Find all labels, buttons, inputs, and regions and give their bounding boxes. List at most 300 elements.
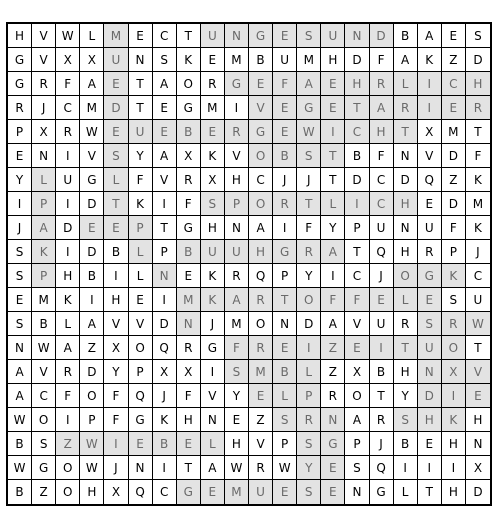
- grid-cell[interactable]: W: [80, 456, 104, 480]
- grid-cell[interactable]: L: [273, 384, 297, 408]
- grid-cell[interactable]: D: [473, 485, 483, 499]
- grid-cell[interactable]: H: [394, 240, 418, 264]
- grid-cell[interactable]: I: [153, 192, 177, 216]
- grid-cell[interactable]: I: [225, 96, 249, 120]
- grid-cell[interactable]: M: [249, 360, 273, 384]
- grid-cell[interactable]: W: [297, 120, 321, 144]
- grid-cell[interactable]: H: [394, 360, 418, 384]
- grid-cell[interactable]: A: [418, 24, 442, 48]
- grid-cell[interactable]: C: [345, 264, 369, 288]
- grid-cell[interactable]: I: [370, 336, 394, 360]
- grid-cell[interactable]: R: [466, 96, 490, 120]
- grid-cell[interactable]: R: [201, 72, 225, 96]
- grid-cell[interactable]: N: [345, 480, 369, 504]
- grid-cell[interactable]: M: [297, 48, 321, 72]
- grid-cell[interactable]: B: [273, 360, 297, 384]
- grid-cell[interactable]: N: [225, 24, 249, 48]
- grid-cell[interactable]: D: [104, 96, 128, 120]
- grid-cell[interactable]: E: [249, 384, 273, 408]
- grid-cell[interactable]: S: [297, 24, 321, 48]
- grid-cell[interactable]: H: [394, 192, 418, 216]
- grid-cell[interactable]: J: [370, 264, 394, 288]
- grid-cell[interactable]: F: [466, 144, 490, 168]
- grid-cell[interactable]: I: [153, 288, 177, 312]
- grid-cell[interactable]: F: [129, 168, 153, 192]
- grid-cell[interactable]: D: [80, 192, 104, 216]
- grid-cell[interactable]: U: [273, 48, 297, 72]
- grid-cell[interactable]: Z: [442, 48, 466, 72]
- grid-cell[interactable]: H: [370, 120, 394, 144]
- grid-cell[interactable]: E: [273, 336, 297, 360]
- grid-cell[interactable]: V: [249, 96, 273, 120]
- grid-cell[interactable]: C: [153, 480, 177, 504]
- grid-cell[interactable]: N: [273, 312, 297, 336]
- grid-cell[interactable]: C: [466, 264, 490, 288]
- grid-cell[interactable]: E: [370, 288, 394, 312]
- grid-cell[interactable]: N: [32, 144, 56, 168]
- grid-cell[interactable]: R: [177, 168, 201, 192]
- grid-cell[interactable]: Y: [297, 456, 321, 480]
- grid-cell[interactable]: Y: [394, 384, 418, 408]
- grid-cell[interactable]: U: [129, 120, 153, 144]
- grid-cell[interactable]: B: [32, 312, 56, 336]
- grid-cell[interactable]: P: [442, 240, 466, 264]
- grid-cell[interactable]: D: [394, 168, 418, 192]
- grid-cell[interactable]: B: [394, 24, 418, 48]
- grid-cell[interactable]: O: [297, 288, 321, 312]
- grid-cell[interactable]: M: [466, 192, 490, 216]
- grid-cell[interactable]: D: [153, 312, 177, 336]
- grid-cell[interactable]: G: [177, 480, 201, 504]
- grid-cell[interactable]: E: [442, 96, 466, 120]
- grid-cell[interactable]: J: [104, 456, 128, 480]
- grid-cell[interactable]: E: [273, 120, 297, 144]
- grid-cell[interactable]: D: [466, 48, 490, 72]
- grid-cell[interactable]: A: [32, 216, 56, 240]
- grid-cell[interactable]: R: [225, 264, 249, 288]
- grid-cell[interactable]: R: [442, 312, 466, 336]
- grid-cell[interactable]: H: [177, 408, 201, 432]
- grid-cell[interactable]: O: [442, 336, 466, 360]
- grid-cell[interactable]: E: [104, 72, 128, 96]
- grid-cell[interactable]: U: [225, 240, 249, 264]
- grid-cell[interactable]: T: [466, 120, 490, 144]
- grid-cell[interactable]: A: [80, 72, 104, 96]
- grid-cell[interactable]: Z: [56, 432, 80, 456]
- grid-cell[interactable]: X: [177, 360, 201, 384]
- grid-cell[interactable]: O: [249, 144, 273, 168]
- grid-cell[interactable]: S: [345, 456, 369, 480]
- grid-cell[interactable]: R: [370, 72, 394, 96]
- grid-cell[interactable]: N: [345, 24, 369, 48]
- grid-cell[interactable]: E: [129, 24, 153, 48]
- grid-cell[interactable]: K: [177, 48, 201, 72]
- grid-cell[interactable]: O: [56, 480, 80, 504]
- grid-cell[interactable]: B: [153, 432, 177, 456]
- grid-cell[interactable]: F: [225, 336, 249, 360]
- grid-cell[interactable]: K: [201, 144, 225, 168]
- grid-cell[interactable]: X: [442, 360, 466, 384]
- grid-cell[interactable]: K: [201, 264, 225, 288]
- grid-cell[interactable]: T: [273, 288, 297, 312]
- grid-cell[interactable]: T: [394, 120, 418, 144]
- grid-cell[interactable]: Y: [321, 216, 345, 240]
- grid-cell[interactable]: I: [56, 192, 80, 216]
- grid-cell[interactable]: E: [177, 264, 201, 288]
- grid-cell[interactable]: Q: [418, 168, 442, 192]
- grid-cell[interactable]: C: [370, 192, 394, 216]
- grid-cell[interactable]: J: [153, 384, 177, 408]
- grid-cell[interactable]: R: [297, 240, 321, 264]
- grid-cell[interactable]: P: [297, 384, 321, 408]
- grid-cell[interactable]: V: [225, 144, 249, 168]
- grid-cell[interactable]: D: [370, 24, 394, 48]
- grid-cell[interactable]: Y: [104, 360, 128, 384]
- grid-cell[interactable]: G: [249, 24, 273, 48]
- grid-cell[interactable]: Z: [249, 408, 273, 432]
- grid-cell[interactable]: M: [225, 480, 249, 504]
- grid-cell[interactable]: G: [177, 216, 201, 240]
- grid-cell[interactable]: X: [466, 456, 490, 480]
- grid-cell[interactable]: U: [249, 480, 273, 504]
- grid-cell[interactable]: E: [321, 96, 345, 120]
- grid-cell[interactable]: S: [225, 360, 249, 384]
- grid-cell[interactable]: S: [297, 144, 321, 168]
- grid-cell[interactable]: E: [153, 96, 177, 120]
- grid-cell[interactable]: C: [442, 72, 466, 96]
- grid-cell[interactable]: G: [225, 72, 249, 96]
- grid-cell[interactable]: E: [345, 336, 369, 360]
- grid-cell[interactable]: B: [104, 240, 128, 264]
- grid-cell[interactable]: H: [345, 72, 369, 96]
- grid-cell[interactable]: W: [80, 432, 104, 456]
- grid-cell[interactable]: I: [8, 192, 32, 216]
- grid-cell[interactable]: H: [418, 408, 442, 432]
- grid-cell[interactable]: T: [418, 480, 442, 504]
- grid-cell[interactable]: P: [153, 240, 177, 264]
- grid-cell[interactable]: Y: [8, 168, 32, 192]
- grid-cell[interactable]: S: [418, 312, 442, 336]
- grid-cell[interactable]: U: [321, 24, 345, 48]
- grid-cell[interactable]: L: [129, 240, 153, 264]
- grid-cell[interactable]: H: [249, 240, 273, 264]
- grid-cell[interactable]: B: [177, 120, 201, 144]
- grid-cell[interactable]: H: [225, 168, 249, 192]
- grid-cell[interactable]: F: [177, 384, 201, 408]
- grid-cell[interactable]: U: [418, 216, 442, 240]
- grid-cell[interactable]: E: [273, 24, 297, 48]
- grid-cell[interactable]: T: [466, 336, 490, 360]
- grid-cell[interactable]: V: [345, 312, 369, 336]
- grid-cell[interactable]: V: [418, 144, 442, 168]
- grid-cell[interactable]: P: [345, 432, 369, 456]
- grid-cell[interactable]: E: [80, 216, 104, 240]
- grid-cell[interactable]: P: [32, 192, 56, 216]
- grid-cell[interactable]: N: [8, 336, 32, 360]
- grid-cell[interactable]: L: [394, 480, 418, 504]
- grid-cell[interactable]: U: [201, 24, 225, 48]
- grid-cell[interactable]: A: [8, 360, 32, 384]
- grid-cell[interactable]: C: [345, 120, 369, 144]
- grid-cell[interactable]: Q: [129, 384, 153, 408]
- grid-cell[interactable]: L: [104, 168, 128, 192]
- grid-cell[interactable]: S: [153, 48, 177, 72]
- grid-cell[interactable]: Q: [249, 264, 273, 288]
- grid-cell[interactable]: A: [153, 72, 177, 96]
- grid-cell[interactable]: H: [56, 264, 80, 288]
- grid-cell[interactable]: H: [321, 48, 345, 72]
- grid-cell[interactable]: I: [201, 360, 225, 384]
- grid-cell[interactable]: M: [225, 312, 249, 336]
- grid-cell[interactable]: F: [56, 384, 80, 408]
- grid-cell[interactable]: T: [129, 96, 153, 120]
- grid-cell[interactable]: J: [32, 96, 56, 120]
- grid-cell[interactable]: H: [225, 432, 249, 456]
- grid-cell[interactable]: K: [442, 264, 466, 288]
- grid-cell[interactable]: H: [442, 480, 466, 504]
- grid-cell[interactable]: M: [32, 288, 56, 312]
- grid-cell[interactable]: N: [129, 456, 153, 480]
- grid-cell[interactable]: U: [201, 240, 225, 264]
- grid-cell[interactable]: B: [8, 432, 32, 456]
- grid-cell[interactable]: N: [129, 48, 153, 72]
- grid-cell[interactable]: P: [80, 408, 104, 432]
- grid-cell[interactable]: J: [8, 216, 32, 240]
- grid-cell[interactable]: K: [129, 192, 153, 216]
- grid-cell[interactable]: K: [56, 288, 80, 312]
- grid-cell[interactable]: I: [56, 144, 80, 168]
- grid-cell[interactable]: P: [32, 264, 56, 288]
- grid-cell[interactable]: N: [394, 216, 418, 240]
- grid-cell[interactable]: R: [8, 96, 32, 120]
- grid-cell[interactable]: I: [442, 456, 466, 480]
- grid-cell[interactable]: R: [394, 96, 418, 120]
- grid-cell[interactable]: X: [32, 120, 56, 144]
- grid-cell[interactable]: B: [8, 480, 32, 504]
- grid-cell[interactable]: R: [394, 312, 418, 336]
- grid-cell[interactable]: X: [104, 336, 128, 360]
- grid-cell[interactable]: K: [201, 288, 225, 312]
- grid-cell[interactable]: T: [394, 336, 418, 360]
- grid-cell[interactable]: R: [249, 336, 273, 360]
- grid-cell[interactable]: Z: [321, 360, 345, 384]
- grid-cell[interactable]: E: [129, 288, 153, 312]
- grid-cell[interactable]: C: [56, 96, 80, 120]
- grid-cell[interactable]: S: [273, 408, 297, 432]
- grid-cell[interactable]: B: [80, 264, 104, 288]
- grid-cell[interactable]: G: [273, 240, 297, 264]
- grid-cell[interactable]: E: [104, 216, 128, 240]
- grid-cell[interactable]: E: [201, 120, 225, 144]
- grid-cell[interactable]: E: [177, 432, 201, 456]
- grid-cell[interactable]: D: [80, 360, 104, 384]
- grid-cell[interactable]: R: [177, 336, 201, 360]
- grid-cell[interactable]: P: [345, 216, 369, 240]
- grid-cell[interactable]: G: [8, 72, 32, 96]
- grid-cell[interactable]: G: [370, 480, 394, 504]
- grid-cell[interactable]: F: [442, 216, 466, 240]
- grid-cell[interactable]: V: [153, 168, 177, 192]
- grid-cell[interactable]: R: [418, 240, 442, 264]
- grid-cell[interactable]: X: [201, 168, 225, 192]
- grid-cell[interactable]: E: [273, 96, 297, 120]
- grid-cell[interactable]: T: [370, 384, 394, 408]
- grid-cell[interactable]: E: [249, 72, 273, 96]
- grid-cell[interactable]: B: [249, 48, 273, 72]
- grid-cell[interactable]: A: [297, 72, 321, 96]
- grid-cell[interactable]: Q: [370, 240, 394, 264]
- grid-cell[interactable]: L: [394, 288, 418, 312]
- grid-cell[interactable]: C: [153, 24, 177, 48]
- grid-cell[interactable]: F: [273, 72, 297, 96]
- grid-cell[interactable]: M: [177, 288, 201, 312]
- grid-cell[interactable]: A: [8, 384, 32, 408]
- grid-cell[interactable]: N: [201, 408, 225, 432]
- grid-cell[interactable]: T: [129, 72, 153, 96]
- grid-cell[interactable]: F: [177, 192, 201, 216]
- grid-cell[interactable]: S: [297, 480, 321, 504]
- grid-cell[interactable]: D: [442, 144, 466, 168]
- grid-cell[interactable]: E: [418, 192, 442, 216]
- grid-cell[interactable]: U: [56, 168, 80, 192]
- grid-cell[interactable]: H: [104, 288, 128, 312]
- grid-cell[interactable]: K: [442, 408, 466, 432]
- grid-cell[interactable]: G: [321, 432, 345, 456]
- grid-cell[interactable]: I: [153, 456, 177, 480]
- grid-cell[interactable]: W: [273, 456, 297, 480]
- grid-cell[interactable]: F: [370, 144, 394, 168]
- grid-cell[interactable]: Z: [442, 168, 466, 192]
- grid-cell[interactable]: M: [225, 48, 249, 72]
- grid-cell[interactable]: E: [129, 432, 153, 456]
- grid-cell[interactable]: E: [153, 120, 177, 144]
- grid-cell[interactable]: B: [394, 432, 418, 456]
- grid-cell[interactable]: W: [56, 24, 80, 48]
- grid-cell[interactable]: C: [249, 168, 273, 192]
- grid-cell[interactable]: N: [177, 312, 201, 336]
- grid-cell[interactable]: J: [273, 168, 297, 192]
- grid-cell[interactable]: O: [394, 264, 418, 288]
- grid-cell[interactable]: Q: [129, 480, 153, 504]
- grid-cell[interactable]: S: [442, 288, 466, 312]
- grid-cell[interactable]: A: [153, 144, 177, 168]
- grid-cell[interactable]: F: [297, 216, 321, 240]
- grid-cell[interactable]: T: [297, 192, 321, 216]
- grid-cell[interactable]: I: [418, 96, 442, 120]
- grid-cell[interactable]: X: [153, 360, 177, 384]
- grid-cell[interactable]: D: [80, 240, 104, 264]
- grid-cell[interactable]: V: [201, 384, 225, 408]
- grid-cell[interactable]: R: [321, 384, 345, 408]
- grid-cell[interactable]: X: [80, 48, 104, 72]
- grid-cell[interactable]: D: [418, 384, 442, 408]
- grid-cell[interactable]: V: [32, 360, 56, 384]
- grid-cell[interactable]: M: [201, 96, 225, 120]
- grid-cell[interactable]: L: [80, 24, 104, 48]
- grid-cell[interactable]: E: [201, 48, 225, 72]
- grid-cell[interactable]: E: [104, 120, 128, 144]
- grid-cell[interactable]: V: [32, 24, 56, 48]
- grid-cell[interactable]: F: [104, 384, 128, 408]
- grid-cell[interactable]: G: [297, 96, 321, 120]
- grid-cell[interactable]: W: [80, 120, 104, 144]
- grid-cell[interactable]: D: [345, 48, 369, 72]
- grid-cell[interactable]: O: [129, 336, 153, 360]
- grid-cell[interactable]: S: [104, 144, 128, 168]
- grid-cell[interactable]: M: [104, 24, 128, 48]
- grid-cell[interactable]: E: [225, 408, 249, 432]
- grid-cell[interactable]: O: [249, 312, 273, 336]
- grid-cell[interactable]: T: [345, 96, 369, 120]
- grid-cell[interactable]: G: [80, 168, 104, 192]
- grid-cell[interactable]: H: [466, 408, 490, 432]
- grid-cell[interactable]: R: [56, 360, 80, 384]
- grid-cell[interactable]: Q: [370, 456, 394, 480]
- grid-cell[interactable]: I: [104, 432, 128, 456]
- grid-cell[interactable]: E: [273, 480, 297, 504]
- grid-cell[interactable]: P: [129, 216, 153, 240]
- grid-cell[interactable]: A: [201, 456, 225, 480]
- grid-cell[interactable]: Y: [129, 144, 153, 168]
- grid-cell[interactable]: V: [32, 48, 56, 72]
- grid-cell[interactable]: P: [8, 120, 32, 144]
- grid-cell[interactable]: T: [104, 192, 128, 216]
- grid-cell[interactable]: I: [273, 216, 297, 240]
- grid-cell[interactable]: Y: [297, 264, 321, 288]
- grid-cell[interactable]: E: [8, 288, 32, 312]
- grid-cell[interactable]: S: [201, 192, 225, 216]
- grid-cell[interactable]: G: [249, 120, 273, 144]
- grid-cell[interactable]: O: [32, 408, 56, 432]
- grid-cell[interactable]: R: [225, 120, 249, 144]
- grid-cell[interactable]: B: [177, 240, 201, 264]
- grid-cell[interactable]: K: [466, 168, 490, 192]
- grid-cell[interactable]: C: [370, 168, 394, 192]
- grid-cell[interactable]: N: [321, 408, 345, 432]
- grid-cell[interactable]: G: [201, 336, 225, 360]
- grid-cell[interactable]: L: [297, 360, 321, 384]
- grid-cell[interactable]: A: [80, 312, 104, 336]
- grid-cell[interactable]: P: [273, 264, 297, 288]
- grid-cell[interactable]: T: [177, 24, 201, 48]
- grid-cell[interactable]: K: [153, 408, 177, 432]
- grid-cell[interactable]: C: [32, 384, 56, 408]
- grid-cell[interactable]: W: [225, 456, 249, 480]
- grid-cell[interactable]: A: [394, 48, 418, 72]
- grid-cell[interactable]: X: [418, 120, 442, 144]
- grid-cell[interactable]: U: [370, 216, 394, 240]
- grid-cell[interactable]: Z: [32, 480, 56, 504]
- grid-cell[interactable]: S: [297, 432, 321, 456]
- grid-cell[interactable]: A: [321, 312, 345, 336]
- grid-cell[interactable]: I: [418, 456, 442, 480]
- grid-cell[interactable]: K: [418, 48, 442, 72]
- grid-cell[interactable]: E: [466, 384, 490, 408]
- grid-cell[interactable]: P: [273, 432, 297, 456]
- grid-cell[interactable]: A: [370, 96, 394, 120]
- grid-cell[interactable]: V: [129, 312, 153, 336]
- grid-cell[interactable]: O: [56, 456, 80, 480]
- grid-cell[interactable]: O: [345, 384, 369, 408]
- grid-cell[interactable]: I: [442, 384, 466, 408]
- grid-cell[interactable]: E: [418, 288, 442, 312]
- grid-cell[interactable]: K: [466, 216, 490, 240]
- grid-cell[interactable]: B: [345, 144, 369, 168]
- grid-cell[interactable]: M: [80, 96, 104, 120]
- grid-cell[interactable]: W: [8, 408, 32, 432]
- grid-cell[interactable]: H: [8, 24, 32, 48]
- grid-cell[interactable]: F: [56, 72, 80, 96]
